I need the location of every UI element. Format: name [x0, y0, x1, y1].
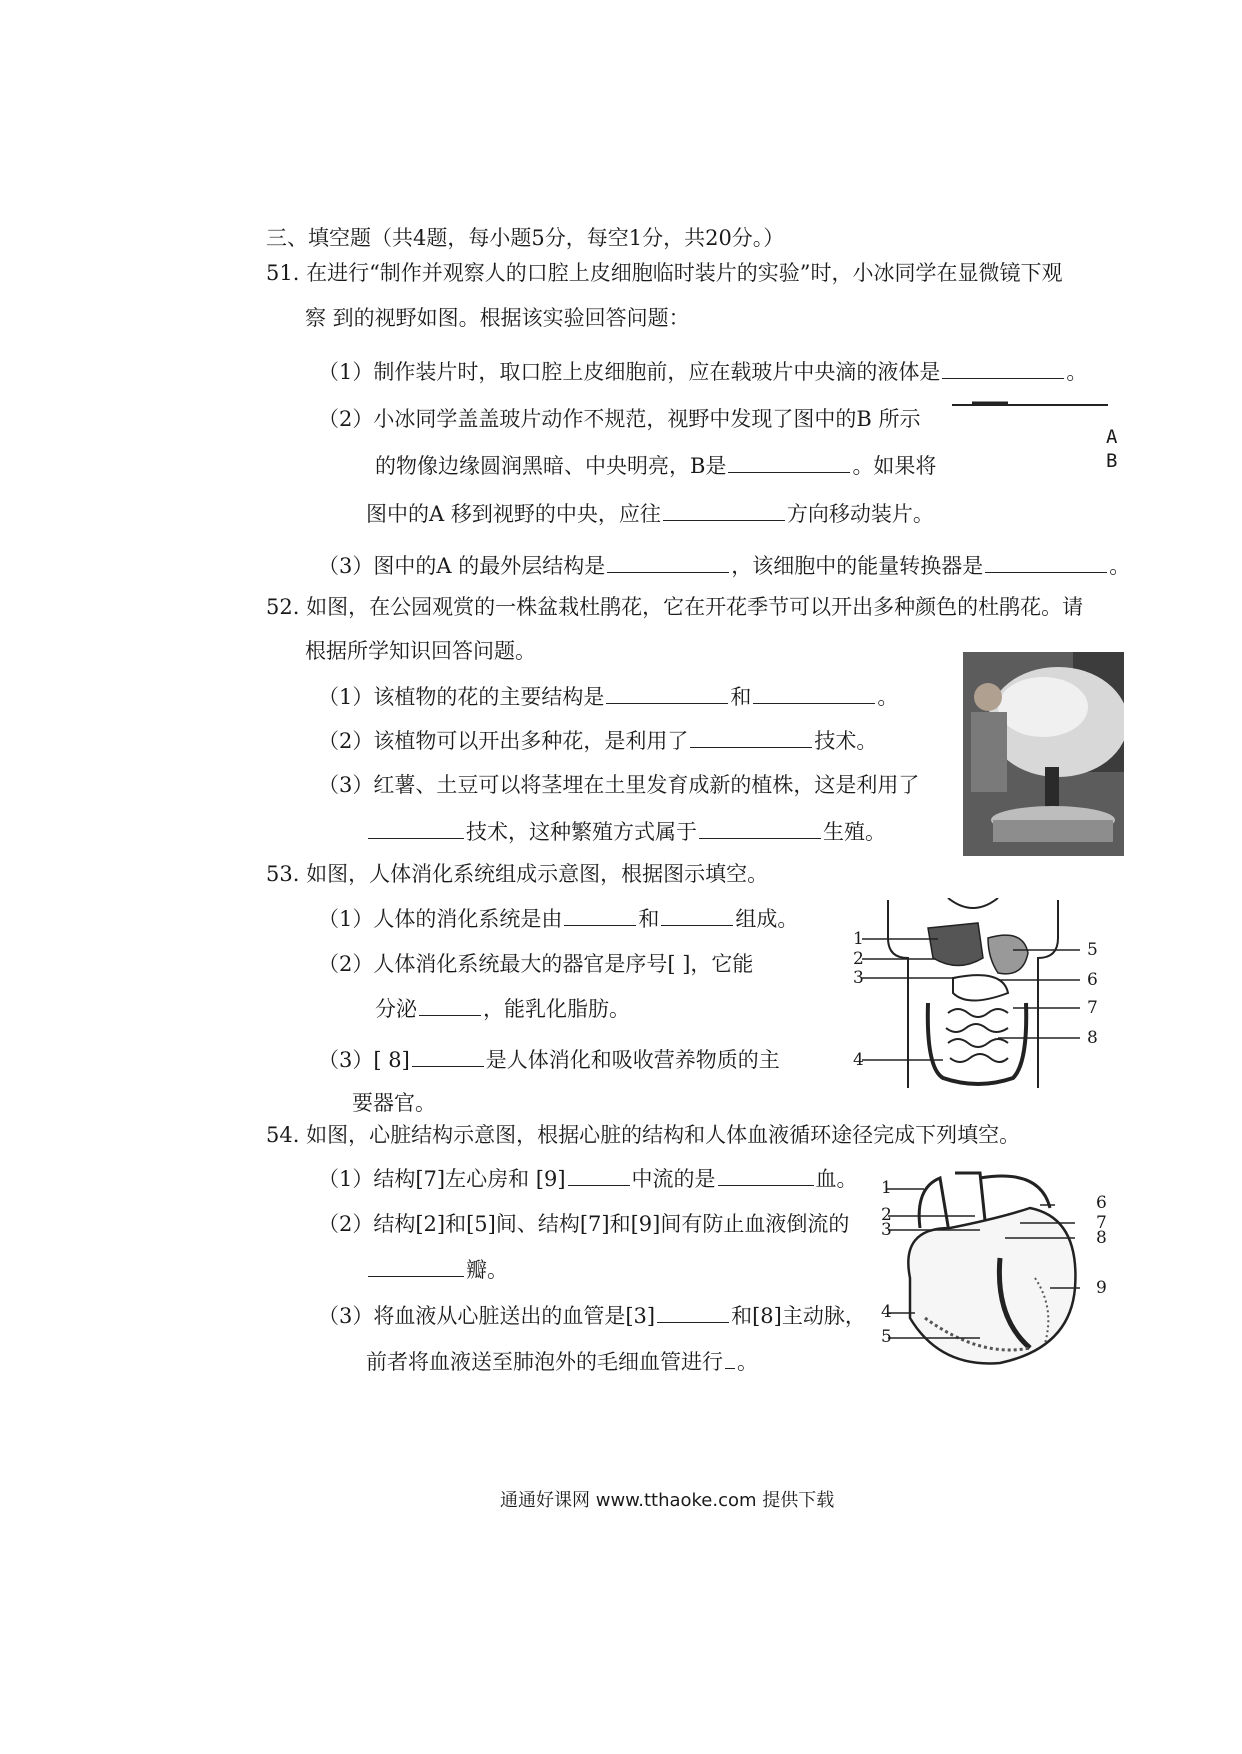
- q53-part2-line2-text: 分泌: [375, 997, 417, 1021]
- heart-label-8: 8: [1096, 1228, 1107, 1248]
- stomach-shape: [988, 935, 1028, 974]
- q52-part1-text: （1）该植物的花的主要结构是: [318, 685, 605, 709]
- q54-part3-text: （3）将血液从心脏送出的血管是[3]: [318, 1304, 656, 1328]
- heart-figure: [880, 1168, 1090, 1378]
- heart-label-2: 2: [881, 1205, 892, 1225]
- q52-part1-blank2[interactable]: [753, 702, 875, 704]
- q52-part1-blank1[interactable]: [606, 702, 728, 704]
- q51-stem-line2: 察 到的视野如图。根据该实验回答问题：: [305, 306, 690, 330]
- q51-part3-text2: ，该细胞中的能量转换器是: [731, 554, 984, 578]
- q51-part2-blank-b[interactable]: [728, 471, 850, 473]
- q54-part1-blank1[interactable]: [568, 1184, 630, 1186]
- flower-highlight: [998, 677, 1088, 737]
- q53-part3-line2: 要器官。: [352, 1091, 436, 1115]
- heart-label-1: 1: [881, 1178, 892, 1198]
- q51-part1: [318, 362, 1087, 383]
- heart-label-4: 4: [881, 1302, 892, 1322]
- tree-trunk: [1045, 767, 1059, 812]
- q54-part2-line1: （2）结构[2]和[5]间、结构[7]和[9]间有防止血液倒流的: [318, 1212, 850, 1236]
- q52-stem-line2: 根据所学知识回答问题。: [305, 639, 536, 663]
- q54-part1-end: 血。: [815, 1167, 858, 1191]
- q52-part1-and: 和: [730, 685, 752, 709]
- q54-part3-end: 。: [737, 1350, 758, 1374]
- q53-part2-line2-end: ，能乳化脂肪。: [483, 997, 630, 1021]
- q52-part3-end: 生殖。: [823, 820, 886, 844]
- digestive-label-7: 7: [1087, 998, 1098, 1018]
- q54-part2-end: 瓣。: [466, 1258, 508, 1282]
- q53-part1: [318, 909, 798, 930]
- digestive-label-4: 4: [853, 1050, 864, 1070]
- q51-part1-end: 。: [1066, 360, 1088, 384]
- body-outline-right: [1038, 900, 1058, 1088]
- fig-label-a: A: [1106, 426, 1118, 448]
- q53-part1-text: （1）人体的消化系统是由: [318, 907, 563, 931]
- heart-label-7: 7: [1096, 1213, 1107, 1233]
- digestive-label-3: 3: [853, 968, 864, 988]
- digestive-label-5: 5: [1087, 940, 1098, 960]
- q53-part1-and: 和: [638, 907, 660, 931]
- digestive-label-8: 8: [1087, 1028, 1098, 1048]
- q51-part2-line3-end: 方向移动装片。: [786, 502, 934, 526]
- q51-part3: [318, 556, 1130, 577]
- q54-stem: 54. 如图，心脏结构示意图，根据心脏的结构和人体血液循环途径完成下列填空。: [266, 1123, 1021, 1147]
- q53-part3-text: （3）[ 8]: [318, 1048, 410, 1072]
- digestive-label-6: 6: [1087, 970, 1098, 990]
- q52-part2-end: 技术。: [814, 729, 878, 753]
- q52-part1: [318, 687, 898, 708]
- heart-label-3: 3: [881, 1220, 892, 1240]
- q53-part3-blank[interactable]: [412, 1065, 484, 1067]
- q54-part3-blank2[interactable]: [725, 1367, 735, 1369]
- q54-part2-blank[interactable]: [368, 1275, 464, 1277]
- q51-part2-line1: （2）小冰同学盖盖玻片动作不规范，视野中发现了图中的B 所示: [318, 407, 921, 431]
- pot-base: [993, 820, 1113, 842]
- q53-part3-text2: 是人体消化和吸收营养物质的主: [485, 1048, 780, 1072]
- q53-part2-line2: [375, 999, 630, 1020]
- aorta-arch-shape: [980, 1176, 1050, 1208]
- q54-part1: [318, 1169, 858, 1190]
- heart-label-9: 9: [1096, 1278, 1107, 1298]
- q53-stem: 53. 如图，人体消化系统组成示意图，根据图示填空。: [266, 862, 769, 886]
- q54-part3-text2: 和[8]主动脉，: [731, 1304, 866, 1328]
- q52-part2: [318, 731, 877, 752]
- q54-part1-blank2[interactable]: [718, 1184, 814, 1186]
- heart-label-6: 6: [1096, 1193, 1107, 1213]
- q52-part3-blank1[interactable]: [368, 837, 464, 839]
- q51-stem-line1: 51. 在进行“制作并观察人的口腔上皮细胞临时装片的实验”时，小冰同学在显微镜下观: [266, 261, 1063, 285]
- q54-part1-text2: 中流的是: [631, 1167, 716, 1191]
- q53-part3-line1: [318, 1050, 780, 1071]
- q54-part2-line2: [366, 1260, 508, 1281]
- section-title: 三、填空题（共4题，每小题5分，每空1分，共20分。）: [266, 226, 785, 250]
- q53-part1-blank2[interactable]: [661, 924, 733, 926]
- q52-stem-line1: 52. 如图，在公园观赏的一株盆栽杜鹃花，它在开花季节可以开出多种颜色的杜鹃花。请: [266, 595, 1084, 619]
- digestive-label-2: 2: [853, 949, 864, 969]
- q51-part3-end: 。: [1109, 554, 1131, 578]
- q53-part2-line1: （2）人体消化系统最大的器官是序号[ ]，它能: [318, 952, 754, 976]
- q53-part2-blank[interactable]: [419, 1014, 481, 1016]
- heart-outline: [908, 1208, 1075, 1363]
- digestive-system-figure: [848, 898, 1118, 1094]
- q52-part2-text: （2）该植物可以开出多种花，是利用了: [318, 729, 689, 753]
- fig-label-b: B: [1106, 450, 1118, 472]
- azalea-photo: [963, 652, 1124, 856]
- q54-part3-line2: [366, 1352, 758, 1373]
- person-head: [974, 683, 1002, 711]
- q52-part3-text: 技术，这种繁殖方式属于: [466, 820, 697, 844]
- q51-part2-line2-end: 。如果将: [852, 454, 937, 478]
- q52-part3-blank2[interactable]: [699, 837, 821, 839]
- q52-part2-blank[interactable]: [690, 746, 812, 748]
- large-intestine-shape: [928, 1003, 1026, 1084]
- q51-part2-line3-text: 图中的A 移到视野的中央，应往: [366, 502, 661, 526]
- q51-part3-blank-energy[interactable]: [985, 571, 1107, 573]
- q52-part1-end: 。: [877, 685, 899, 709]
- q54-part3-line2-text: 前者将血液送至肺泡外的毛细血管进行: [366, 1350, 723, 1374]
- q54-part3-blank1[interactable]: [657, 1321, 729, 1323]
- neck-outline: [948, 898, 998, 908]
- q53-part1-end: 组成。: [735, 907, 799, 931]
- q51-part2-line3: [366, 504, 934, 525]
- digestive-label-1: 1: [853, 929, 864, 949]
- pancreas-shape: [953, 975, 1008, 1000]
- liver-shape: [928, 923, 983, 966]
- q51-part2-line2-text: 的物像边缘圆润黑暗、中央明亮，B是: [375, 454, 727, 478]
- q51-part3-text: （3）图中的A 的最外层结构是: [318, 554, 606, 578]
- small-intestine-shape: [946, 1009, 1008, 1062]
- q54-part1-text: （1）结构[7]左心房和 [9]: [318, 1167, 566, 1191]
- q51-part2-line2: [375, 456, 936, 477]
- q52-part3-line1: （3）红薯、土豆可以将茎埋在土里发育成新的植株，这是利用了: [318, 773, 920, 797]
- q52-part3-line2: [366, 822, 886, 843]
- q53-part1-blank1[interactable]: [564, 924, 636, 926]
- heart-label-5: 5: [881, 1327, 892, 1347]
- q51-part1-blank[interactable]: [942, 377, 1064, 379]
- azalea-illustration: [963, 652, 1124, 856]
- q51-part1-text: （1）制作装片时，取口腔上皮细胞前，应在载玻片中央滴的液体是: [318, 360, 941, 384]
- microscope-view-figure: [950, 395, 1110, 475]
- q51-part2-blank-direction[interactable]: [663, 519, 785, 521]
- q51-part3-blank-wall[interactable]: [607, 571, 729, 573]
- person-body: [971, 712, 1007, 792]
- q54-part3-line1: [318, 1306, 866, 1327]
- footer-text: 通通好课网 www.tthaoke.com 提供下载: [500, 1490, 835, 1511]
